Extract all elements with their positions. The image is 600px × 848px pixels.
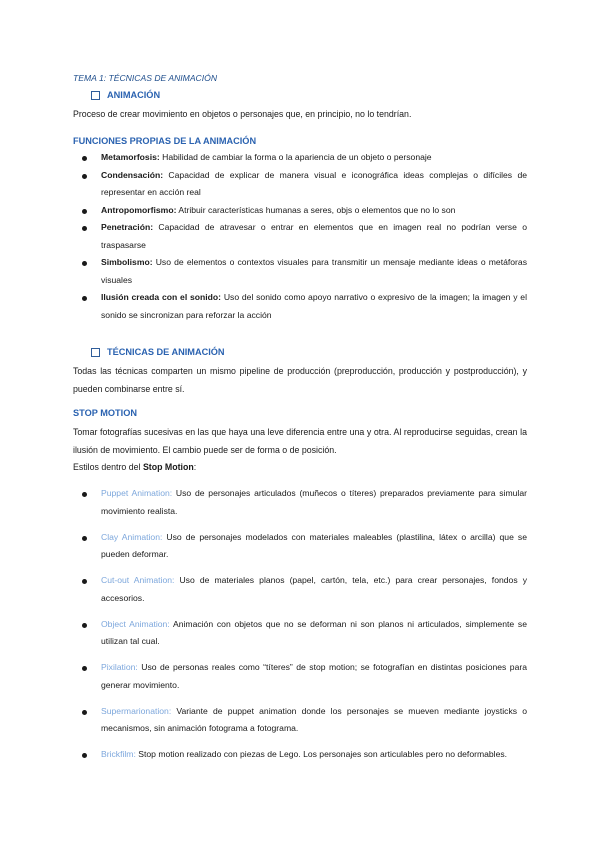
style-text: Uso de personajes articulados (muñecos o títeres) preparados previamente para simular movimiento realista. <box>101 488 527 516</box>
bullet-icon <box>82 174 87 179</box>
bullet-icon <box>82 156 87 161</box>
bullet-icon <box>82 623 87 628</box>
animacion-definition: Proceso de crear movimiento en objetos o personajes que, en principio, no lo tendrían. <box>73 109 412 119</box>
styles-intro <box>73 459 527 477</box>
styles-intro-bold: Stop Motion <box>142 462 194 472</box>
item-term: Ilusión creada con el sonido: <box>101 292 222 302</box>
section-tecnicas <box>91 347 225 357</box>
bullet-icon <box>82 296 87 301</box>
bullet-icon <box>82 710 87 715</box>
stop-motion-heading: STOP MOTION <box>73 408 137 418</box>
list-item <box>82 202 527 220</box>
item-text: Capacidad de atravesar o entrar en elementos que en imagen real no podrían verse o traspasarse <box>101 222 527 250</box>
section-heading-tecnicas: TÉCNICAS DE ANIMACIÓN <box>107 347 225 357</box>
stop-motion-description: Tomar fotografías sucesivas en las que haya una leve diferencia entre una y otra. Al reproducirse seguidas, crean la ilusión de movimiento. El cambio puede ser de forma o de posición. <box>73 427 527 455</box>
style-name: Pixilation: <box>101 662 138 672</box>
bullet-icon <box>82 209 87 214</box>
item-text: Uso de elementos o contextos visuales para transmitir un mensaje mediante ideas o metáforas visuales <box>101 257 527 285</box>
styles-intro-suffix: : <box>193 462 197 472</box>
bullet-icon <box>82 261 87 266</box>
bullet-icon <box>82 492 87 497</box>
bullet-icon <box>82 226 87 231</box>
style-text: Uso de personas reales como “títeres” de stop motion; se fotografían en distintas posiciones para generar movimiento. <box>101 662 527 690</box>
style-name: Object Animation: <box>101 618 170 629</box>
style-name: Supermarionation: <box>101 705 172 716</box>
list-item <box>82 746 527 764</box>
list-item <box>82 616 527 651</box>
stop-motion-styles-list <box>82 485 527 772</box>
list-item <box>82 485 527 520</box>
bullet-icon <box>82 753 87 758</box>
item-text: Habilidad de cambiar la forma o la apariencia de un objeto o personaje <box>159 152 432 162</box>
list-item <box>82 529 527 564</box>
item-term: Simbolismo: <box>101 257 153 267</box>
styles-intro-prefix: Estilos dentro del <box>73 462 143 472</box>
tecnicas-intro: Todas las técnicas comparten un mismo pipeline de producción (preproducción, producción y postproducción), y pueden combinarse entre sí. <box>73 366 527 394</box>
list-item <box>82 572 527 607</box>
list-item <box>82 254 527 289</box>
list-item <box>82 289 527 324</box>
item-term: Penetración: <box>101 222 154 232</box>
style-name: Puppet Animation: <box>101 488 173 498</box>
checkbox-icon <box>91 91 100 100</box>
item-text: Capacidad de explicar de manera visual e iconográfica ideas complejas o difíciles de representar en acción real <box>101 169 527 197</box>
style-text: Animación con objetos que no se deforman ni son planos ni articulados, simplemente se utilizan tal cual. <box>101 618 527 646</box>
item-term: Condensación: <box>101 169 164 180</box>
item-term: Metamorfosis: <box>101 152 160 162</box>
topic-title: TEMA 1: TÉCNICAS DE ANIMACIÓN <box>73 73 218 83</box>
item-term: Antropomorfismo: <box>101 204 177 215</box>
list-item <box>82 219 527 254</box>
style-text: Uso de materiales planos (papel, cartón, tela, etc.) para crear personajes, fondos y accesorios. <box>101 575 527 603</box>
style-text: Uso de personajes modelados con materiales maleables (plastilina, látex o arcilla) que se pueden deformar. <box>101 531 527 559</box>
style-text: Variante de puppet animation donde los personajes se mueven mediante joysticks o mecanismos, sin animación fotograma a fotograma. <box>101 705 527 733</box>
bullet-icon <box>82 666 87 671</box>
list-item <box>82 659 527 694</box>
style-name: Clay Animation: <box>101 531 163 542</box>
list-item <box>82 703 527 738</box>
list-item <box>82 149 527 167</box>
style-name: Cut-out Animation: <box>101 575 175 585</box>
section-heading-animacion: ANIMACIÓN <box>107 90 161 100</box>
bullet-icon <box>82 536 87 541</box>
bullet-icon <box>82 579 87 584</box>
funciones-list <box>82 149 527 324</box>
style-name: Brickfilm: <box>101 749 136 759</box>
funciones-heading: FUNCIONES PROPIAS DE LA ANIMACIÓN <box>73 136 257 146</box>
list-item <box>82 167 527 202</box>
checkbox-icon <box>91 348 100 357</box>
item-text: Uso del sonido como apoyo narrativo o expresivo de la imagen; la imagen y el sonido se sincronizan para reforzar la acción <box>101 292 527 320</box>
item-text: Atribuir características humanas a seres, objs o elementos que no lo son <box>176 204 456 215</box>
section-animacion <box>91 90 160 100</box>
style-text: Stop motion realizado con piezas de Lego. Los personajes son articulables pero no deformables. <box>135 749 508 759</box>
